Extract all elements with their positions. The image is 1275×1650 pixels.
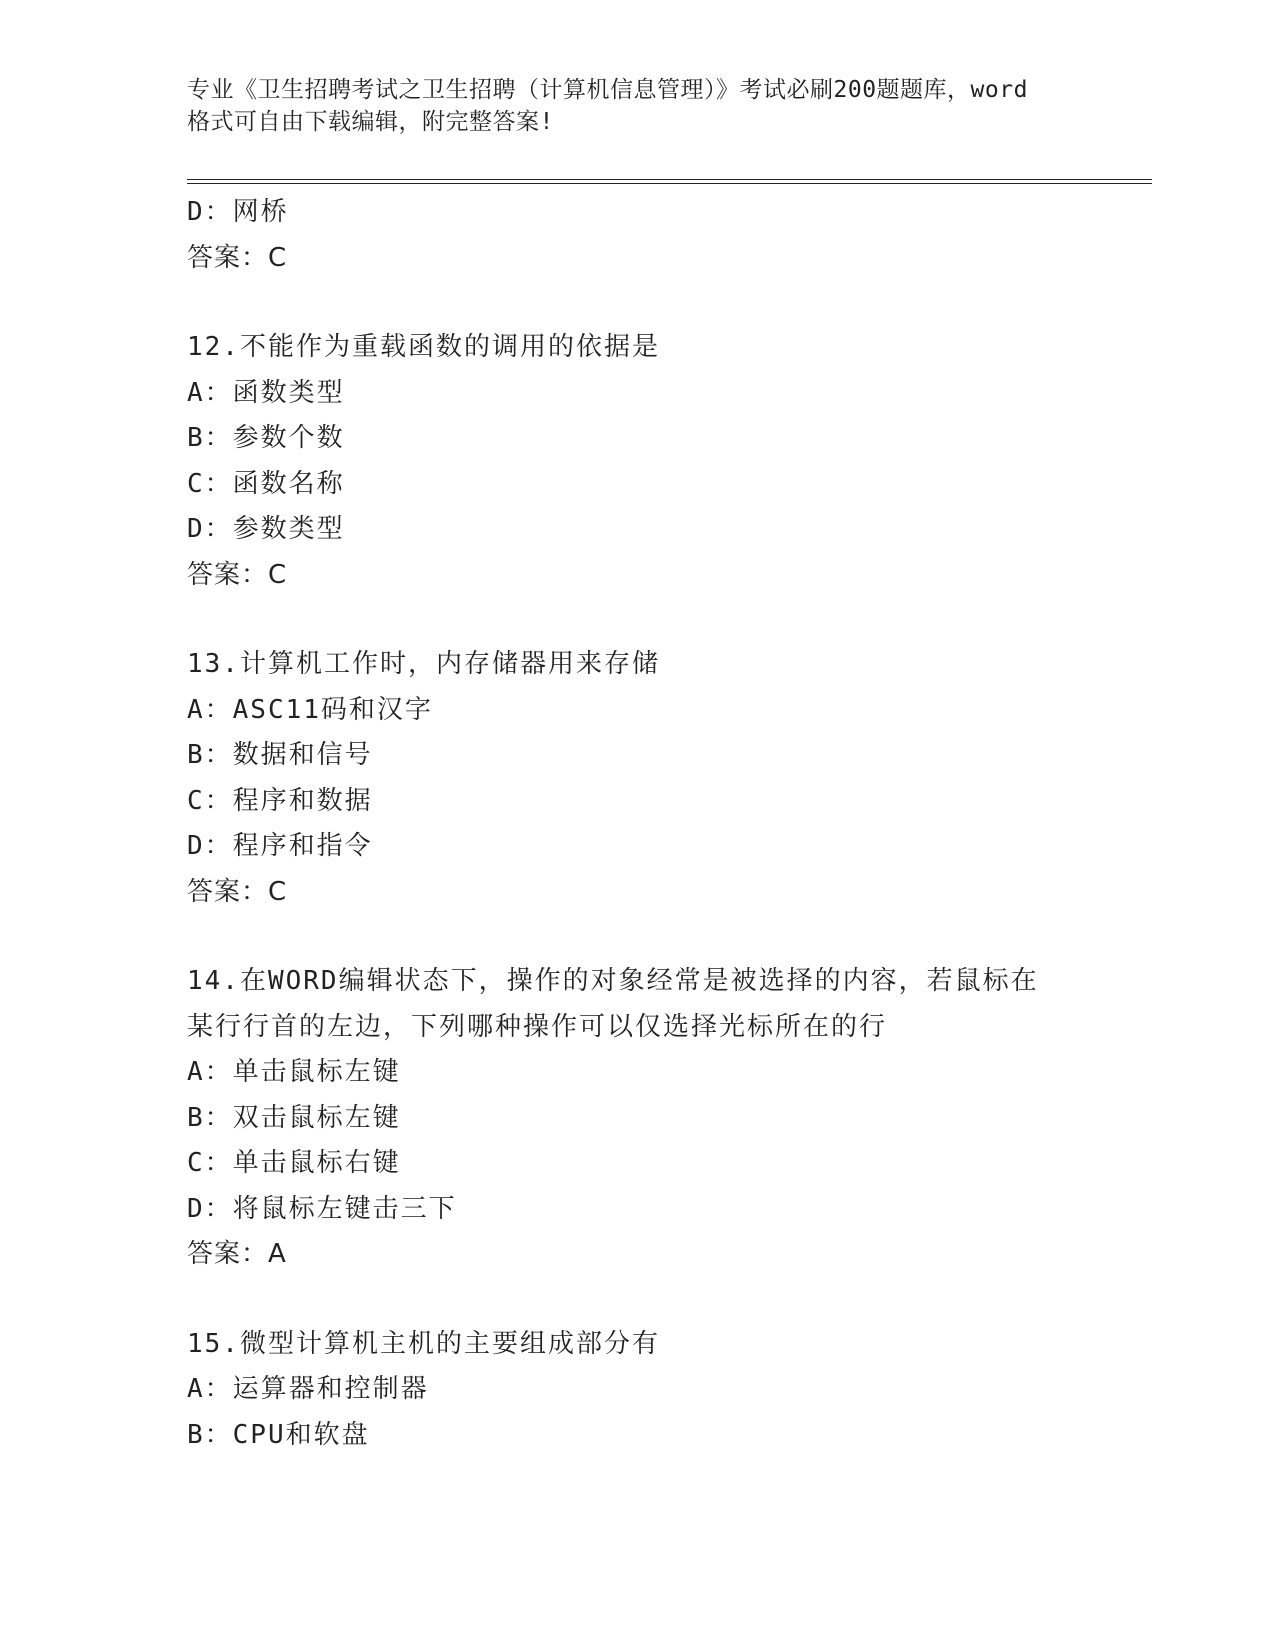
option-c: C：单击鼠标右键	[187, 1148, 401, 1178]
option-b: B：参数个数	[187, 423, 345, 453]
header-line-1: 专业《卫生招聘考试之卫生招聘（计算机信息管理）》考试必刷200题题库，word	[187, 77, 1028, 103]
document-body	[187, 190, 1087, 1458]
option-a: A：ASC11码和汉字	[187, 694, 433, 725]
question-text: 14.在WORD编辑状态下，操作的对象经常是被选择的内容，若鼠标在某行行首的左边，下列哪种操作可以仅选择光标所在的行	[187, 966, 1039, 1042]
prev-option-d: D：网桥	[187, 197, 289, 227]
option-b: B：数据和信号	[187, 740, 373, 770]
question-15	[187, 1322, 1087, 1459]
question-text: 12.不能作为重载函数的调用的依据是	[187, 332, 660, 362]
question-12	[187, 325, 1087, 598]
option-c: C：函数名称	[187, 468, 345, 499]
question-13	[187, 642, 1087, 915]
answer: 答案：C	[187, 876, 288, 907]
option-c: C：程序和数据	[187, 785, 373, 816]
prev-answer: 答案：C	[187, 242, 288, 273]
question-14	[187, 959, 1087, 1278]
option-d: D：参数类型	[187, 514, 345, 544]
document-header	[187, 74, 1087, 138]
header-divider	[187, 179, 1152, 180]
option-a: A：单击鼠标左键	[187, 1057, 401, 1087]
answer: 答案：A	[187, 1239, 287, 1269]
header-line-2: 格式可自由下载编辑，附完整答案!	[187, 109, 554, 135]
question-text: 13.计算机工作时，内存储器用来存储	[187, 649, 660, 679]
question-text: 15.微型计算机主机的主要组成部分有	[187, 1328, 660, 1359]
option-a: A：运算器和控制器	[187, 1374, 429, 1404]
option-d: D：程序和指令	[187, 831, 373, 861]
option-b: B：双击鼠标左键	[187, 1102, 401, 1133]
option-d: D：将鼠标左键击三下	[187, 1193, 457, 1224]
option-a: A：函数类型	[187, 377, 345, 408]
header-divider-double	[187, 183, 1152, 184]
option-b: B：CPU和软盘	[187, 1419, 370, 1450]
answer: 答案：C	[187, 559, 288, 590]
